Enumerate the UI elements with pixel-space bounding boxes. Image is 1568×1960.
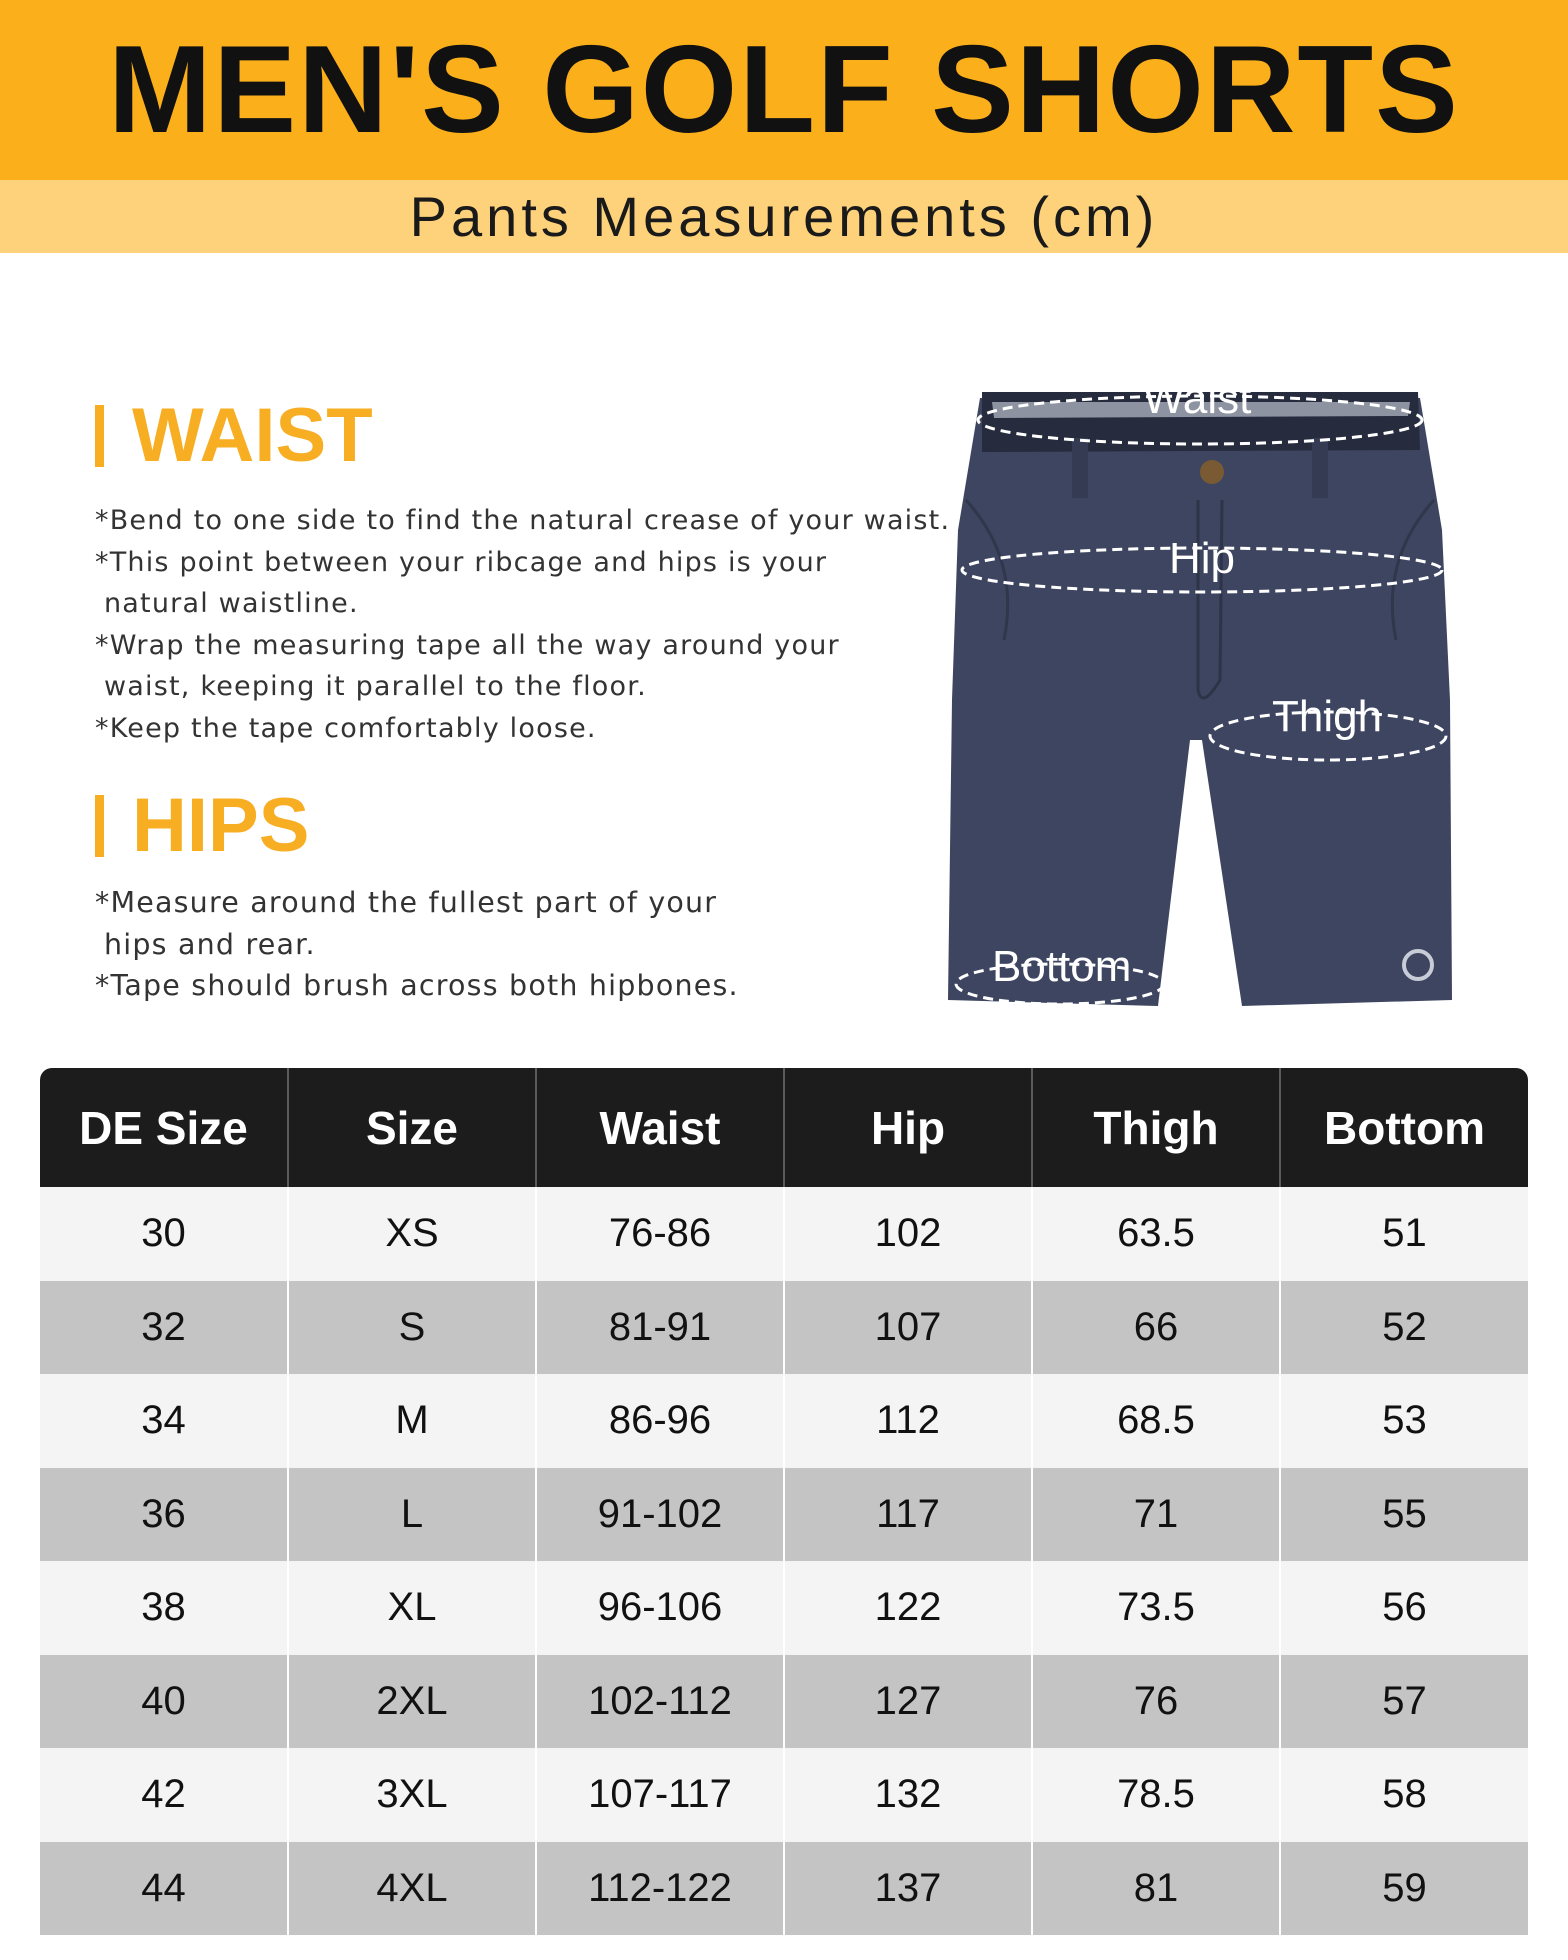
table-cell: 40 bbox=[40, 1655, 288, 1749]
table-row bbox=[40, 1748, 1528, 1842]
accent-bar bbox=[95, 405, 104, 467]
accent-bar bbox=[95, 795, 104, 857]
size-chart-table bbox=[40, 1068, 1528, 1935]
table-cell: XL bbox=[288, 1561, 536, 1655]
table-cell: 2XL bbox=[288, 1655, 536, 1749]
table-cell: 132 bbox=[784, 1748, 1032, 1842]
table-cell: 107 bbox=[784, 1281, 1032, 1375]
table-cell: 122 bbox=[784, 1561, 1032, 1655]
table-cell: 102 bbox=[784, 1187, 1032, 1281]
table-cell: 44 bbox=[40, 1842, 288, 1936]
table-cell: 32 bbox=[40, 1281, 288, 1375]
table-cell: 66 bbox=[1032, 1281, 1280, 1375]
hips-title: HIPS bbox=[132, 783, 310, 868]
waist-label: Waist bbox=[1143, 374, 1252, 423]
table-cell: 91-102 bbox=[536, 1468, 784, 1562]
table-row bbox=[40, 1281, 1528, 1375]
table-cell: 96-106 bbox=[536, 1561, 784, 1655]
waist-heading bbox=[95, 393, 950, 478]
table-row bbox=[40, 1842, 1528, 1936]
table-cell: 52 bbox=[1280, 1281, 1528, 1375]
waist-note: natural waistline. bbox=[104, 588, 359, 619]
hips-note: *Tape should brush across both hipbones. bbox=[95, 969, 739, 1002]
table-cell: 107-117 bbox=[536, 1748, 784, 1842]
table-cell: 57 bbox=[1280, 1655, 1528, 1749]
table-cell: 76 bbox=[1032, 1655, 1280, 1749]
table-cell: 58 bbox=[1280, 1748, 1528, 1842]
thigh-label: Thigh bbox=[1272, 692, 1383, 741]
table-cell: 63.5 bbox=[1032, 1187, 1280, 1281]
table-body bbox=[40, 1187, 1528, 1935]
table-cell: 3XL bbox=[288, 1748, 536, 1842]
subtitle-banner bbox=[0, 180, 1568, 253]
column-header: Thigh bbox=[1032, 1068, 1280, 1187]
title-banner bbox=[0, 0, 1568, 180]
waist-note: waist, keeping it parallel to the floor. bbox=[104, 671, 647, 702]
button bbox=[1200, 460, 1224, 484]
table-cell: 30 bbox=[40, 1187, 288, 1281]
belt-loop bbox=[1312, 438, 1328, 498]
table-cell: 86-96 bbox=[536, 1374, 784, 1468]
hips-note: hips and rear. bbox=[104, 927, 316, 961]
table-cell: 4XL bbox=[288, 1842, 536, 1936]
hips-note: *Measure around the fullest part of your bbox=[95, 886, 718, 919]
hips-heading bbox=[95, 783, 739, 868]
table-cell: 112-122 bbox=[536, 1842, 784, 1936]
table-cell: 51 bbox=[1280, 1187, 1528, 1281]
table-cell: 73.5 bbox=[1032, 1561, 1280, 1655]
table-cell: M bbox=[288, 1374, 536, 1468]
bottom-label: Bottom bbox=[992, 942, 1132, 991]
table-cell: 78.5 bbox=[1032, 1748, 1280, 1842]
table-cell: 127 bbox=[784, 1655, 1032, 1749]
table-cell: L bbox=[288, 1468, 536, 1562]
table-cell: 56 bbox=[1280, 1561, 1528, 1655]
table-cell: 59 bbox=[1280, 1842, 1528, 1936]
table-cell: 76-86 bbox=[536, 1187, 784, 1281]
table-cell: 42 bbox=[40, 1748, 288, 1842]
page-subtitle: Pants Measurements (cm) bbox=[409, 185, 1159, 248]
page-title: MEN'S GOLF SHORTS bbox=[108, 21, 1460, 159]
waist-note: *This point between your ribcage and hips is your bbox=[95, 546, 828, 578]
waist-section bbox=[95, 393, 951, 749]
column-header: Waist bbox=[536, 1068, 784, 1187]
belt-loop bbox=[1072, 438, 1088, 498]
table-cell: 53 bbox=[1280, 1374, 1528, 1468]
waist-note: *Keep the tape comfortably loose. bbox=[95, 712, 597, 744]
column-header: Bottom bbox=[1280, 1068, 1528, 1187]
waist-note: *Bend to one side to find the natural crease of your waist. bbox=[95, 505, 951, 536]
hips-notes bbox=[95, 882, 739, 1007]
table-cell: 38 bbox=[40, 1561, 288, 1655]
table-cell: 81 bbox=[1032, 1842, 1280, 1936]
table-cell: 112 bbox=[784, 1374, 1032, 1468]
shorts-diagram bbox=[940, 374, 1460, 1020]
hips-section bbox=[95, 783, 739, 1007]
table-cell: 71 bbox=[1032, 1468, 1280, 1562]
table-cell: 117 bbox=[784, 1468, 1032, 1562]
table-row bbox=[40, 1561, 1528, 1655]
table-cell: S bbox=[288, 1281, 536, 1375]
table-cell: 68.5 bbox=[1032, 1374, 1280, 1468]
waist-notes bbox=[95, 500, 950, 749]
table-cell: 102-112 bbox=[536, 1655, 784, 1749]
table-cell: XS bbox=[288, 1187, 536, 1281]
hip-label: Hip bbox=[1169, 534, 1236, 583]
waist-note: *Wrap the measuring tape all the way around your bbox=[95, 629, 840, 661]
table-cell: 34 bbox=[40, 1374, 288, 1468]
column-header: DE Size bbox=[40, 1068, 288, 1187]
table-cell: 36 bbox=[40, 1468, 288, 1562]
table-header-row bbox=[40, 1068, 1528, 1187]
table-cell: 81-91 bbox=[536, 1281, 784, 1375]
table-row bbox=[40, 1468, 1528, 1562]
table-row bbox=[40, 1655, 1528, 1749]
waist-title: WAIST bbox=[132, 393, 373, 478]
table-row bbox=[40, 1374, 1528, 1468]
table-cell: 55 bbox=[1280, 1468, 1528, 1562]
table-cell: 137 bbox=[784, 1842, 1032, 1936]
column-header: Size bbox=[288, 1068, 536, 1187]
column-header: Hip bbox=[784, 1068, 1032, 1187]
table-row bbox=[40, 1187, 1528, 1281]
